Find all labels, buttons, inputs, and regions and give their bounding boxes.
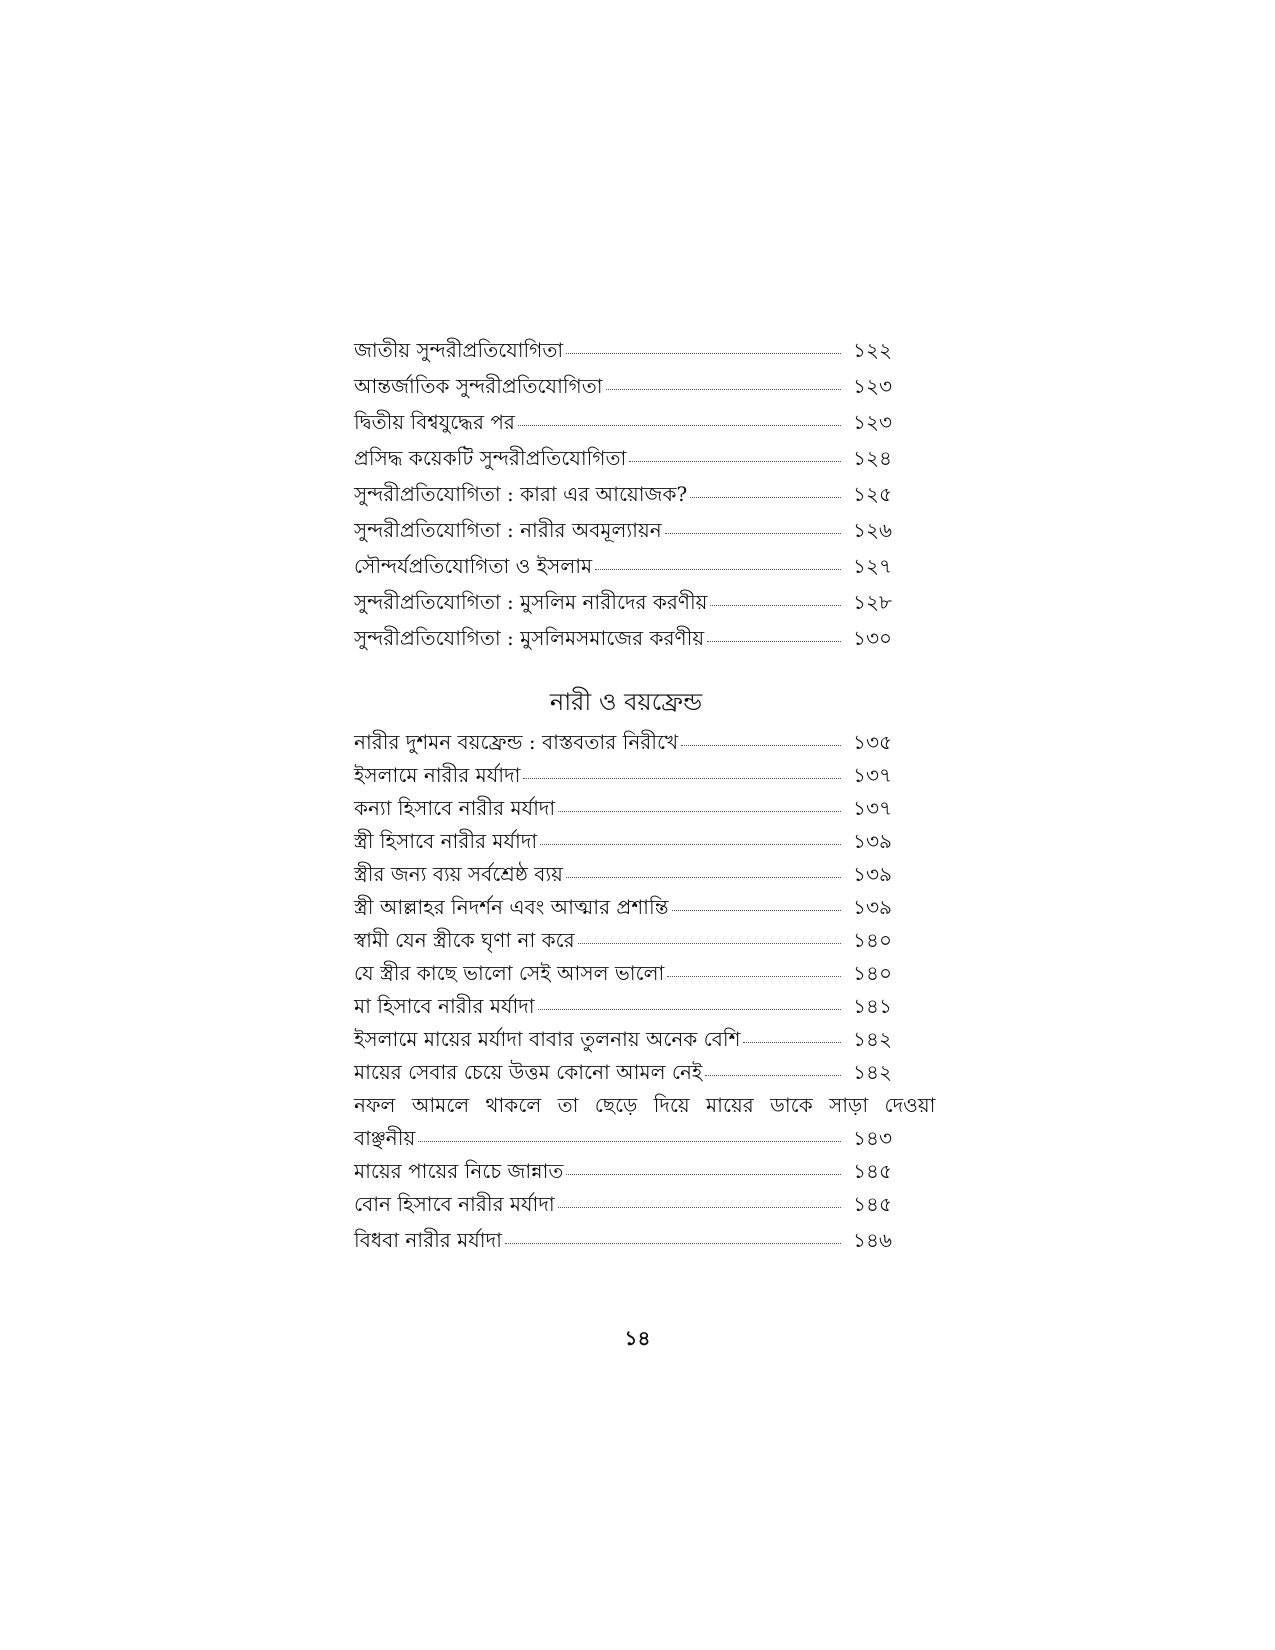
toc-entry-page: ১২৬: [853, 518, 892, 542]
toc-entry: [354, 992, 898, 1025]
toc-entry-page: ১৩৯: [853, 829, 892, 853]
page-number: ১৪: [624, 1326, 651, 1350]
toc-entry-title: সৌন্দর্যপ্রতিযোগিতা ও ইসলাম: [354, 554, 593, 578]
dot-leader: [505, 1243, 841, 1244]
toc-entry-page: ১২৭: [853, 554, 892, 578]
toc-entry: [354, 761, 898, 794]
toc-entry: [354, 728, 898, 761]
toc-entry-title: স্ত্রীর জন্য ব্যয় সর্বশ্রেষ্ঠ ব্যয়: [354, 862, 563, 886]
toc-entry-title: কন্যা হিসাবে নারীর মর্যাদা: [354, 796, 556, 820]
toc-entry-page: ১৪২: [853, 1060, 892, 1084]
toc-entry-title: ইসলামে নারীর মর্যাদা: [354, 763, 521, 787]
toc-entry-page: ১৩০: [853, 626, 892, 650]
dot-leader: [566, 877, 841, 878]
toc-entry: [354, 372, 898, 408]
toc-entry-title-line2: বাঞ্ছনীয়: [354, 1126, 416, 1150]
toc-entry-title: মায়ের পায়ের নিচে জান্নাত: [354, 1159, 564, 1183]
toc-entry-title: বোন হিসাবে নারীর মর্যাদা: [354, 1192, 555, 1216]
toc-entry-page: ১২৩: [853, 374, 892, 398]
toc-entry: [354, 926, 898, 959]
toc-entry: [354, 1190, 898, 1226]
dot-leader: [672, 910, 842, 911]
toc-entry-page: ১৪৫: [853, 1159, 892, 1183]
toc-entry-page: ১২৪: [853, 446, 892, 470]
toc-entry-wrapped: [354, 1091, 936, 1157]
toc-entry: [354, 1157, 898, 1190]
toc-entry: [354, 516, 898, 552]
dot-leader: [566, 353, 841, 354]
toc-entry-page: ১২২: [853, 338, 892, 362]
dot-leader: [629, 461, 841, 462]
dot-leader: [523, 778, 841, 779]
toc-entry-page: ১৪০: [853, 928, 892, 952]
toc-entry-page: ১৩৭: [853, 763, 892, 787]
toc-entry-title: সুন্দরীপ্রতিযোগিতা : নারীর অবমূল্যায়ন: [354, 518, 662, 542]
toc-entry: [354, 1058, 898, 1091]
dot-leader: [540, 844, 841, 845]
toc-entry-title: সুন্দরীপ্রতিযোগিতা : মুসলিম নারীদের করণীয়: [354, 590, 708, 614]
toc-entry-page: ১৪৩: [853, 1126, 892, 1150]
dot-leader: [705, 1075, 841, 1076]
toc-entry-page: ১৩৯: [853, 895, 892, 919]
toc-entry-title: ইসলামে মায়ের মর্যাদা বাবার তুলনায় অনেক বেশি: [354, 1027, 741, 1051]
dot-leader: [710, 605, 841, 606]
toc-entry: [354, 1226, 898, 1262]
toc-section-beauty-contests: [354, 336, 898, 660]
dot-leader: [558, 811, 841, 812]
toc-entry-title: আন্তর্জাতিক সুন্দরীপ্রতিযোগিতা: [354, 374, 603, 398]
toc-entry-page: ১৩৫: [853, 730, 892, 754]
toc-entry: [354, 827, 898, 860]
toc-entry-page: ১৪২: [853, 1027, 892, 1051]
toc-entry-title: বিধবা নারীর মর্যাদা: [354, 1228, 502, 1252]
toc-section-women-and-boyfriend: [354, 728, 936, 1262]
dot-leader: [667, 976, 841, 977]
dot-leader: [606, 389, 841, 390]
toc-entry-title: মায়ের সেবার চেয়ে উত্তম কোনো আমল নেই: [354, 1060, 703, 1084]
toc-entry-title: সুন্দরীপ্রতিযোগিতা : কারা এর আয়োজক?: [354, 482, 688, 506]
toc-entry-title: নারীর দুশমন বয়ফ্রেন্ড : বাস্তবতার নিরীখে: [354, 730, 679, 754]
toc-entry-title: দ্বিতীয় বিশ্বযুদ্ধের পর: [354, 410, 515, 434]
dot-leader: [681, 745, 841, 746]
toc-entry-title: স্ত্রী আল্লাহর নিদর্শন এবং আত্মার প্রশান্তি: [354, 895, 669, 919]
toc-entry: [354, 588, 898, 624]
toc-entry: [354, 444, 898, 480]
dot-leader: [518, 425, 841, 426]
dot-leader: [595, 569, 841, 570]
dot-leader: [578, 943, 841, 944]
section-heading: নারী ও বয়ফ্রেন্ড: [549, 688, 703, 716]
toc-entry-page: ১২৩: [853, 410, 892, 434]
toc-entry-page: ১৪৫: [853, 1192, 892, 1216]
toc-entry-title: প্রসিদ্ধ কয়েকটি সুন্দরীপ্রতিযোগিতা: [354, 446, 627, 470]
toc-entry-page: ১৪৬: [853, 1228, 892, 1252]
dot-leader: [558, 1207, 841, 1208]
toc-entry: [354, 336, 898, 372]
toc-entry-title: স্ত্রী হিসাবে নারীর মর্যাদা: [354, 829, 538, 853]
toc-entry-title: স্বামী যেন স্ত্রীকে ঘৃণা না করে: [354, 928, 575, 952]
toc-entry: [354, 794, 898, 827]
toc-entry-title: মা হিসাবে নারীর মর্যাদা: [354, 994, 535, 1018]
dot-leader: [418, 1141, 841, 1142]
toc-entry: [354, 408, 898, 444]
toc-entry-page: ১২৮: [853, 590, 892, 614]
toc-entry-page: ১৪১: [853, 994, 892, 1018]
dot-leader: [690, 497, 841, 498]
toc-entry-title: জাতীয় সুন্দরীপ্রতিযোগিতা: [354, 338, 564, 362]
dot-leader: [707, 641, 841, 642]
toc-entry: [354, 480, 898, 516]
dot-leader: [665, 533, 841, 534]
dot-leader: [538, 1009, 841, 1010]
toc-entry-page: ১৩৯: [853, 862, 892, 886]
toc-entry-page: ১২৫: [853, 482, 892, 506]
toc-entry: [354, 959, 898, 992]
toc-entry: [354, 1025, 898, 1058]
toc-entry: [354, 552, 898, 588]
toc-entry: [354, 893, 898, 926]
toc-entry-page: ১৩৭: [853, 796, 892, 820]
toc-entry: [354, 860, 898, 893]
toc-entry-title: যে স্ত্রীর কাছে ভালো সেই আসল ভালো: [354, 961, 665, 985]
toc-entry-continuation: [354, 1124, 898, 1157]
toc-entry-page: ১৪০: [853, 961, 892, 985]
toc-entry-title: সুন্দরীপ্রতিযোগিতা : মুসলিমসমাজের করণীয়: [354, 626, 705, 650]
toc-entry: [354, 624, 898, 660]
dot-leader: [743, 1042, 841, 1043]
toc-entry-title-line1: নফল আমলে থাকলে তা ছেড়ে দিয়ে মায়ের ডাকে সাড়া দেওয়া: [354, 1093, 936, 1117]
dot-leader: [566, 1174, 841, 1175]
